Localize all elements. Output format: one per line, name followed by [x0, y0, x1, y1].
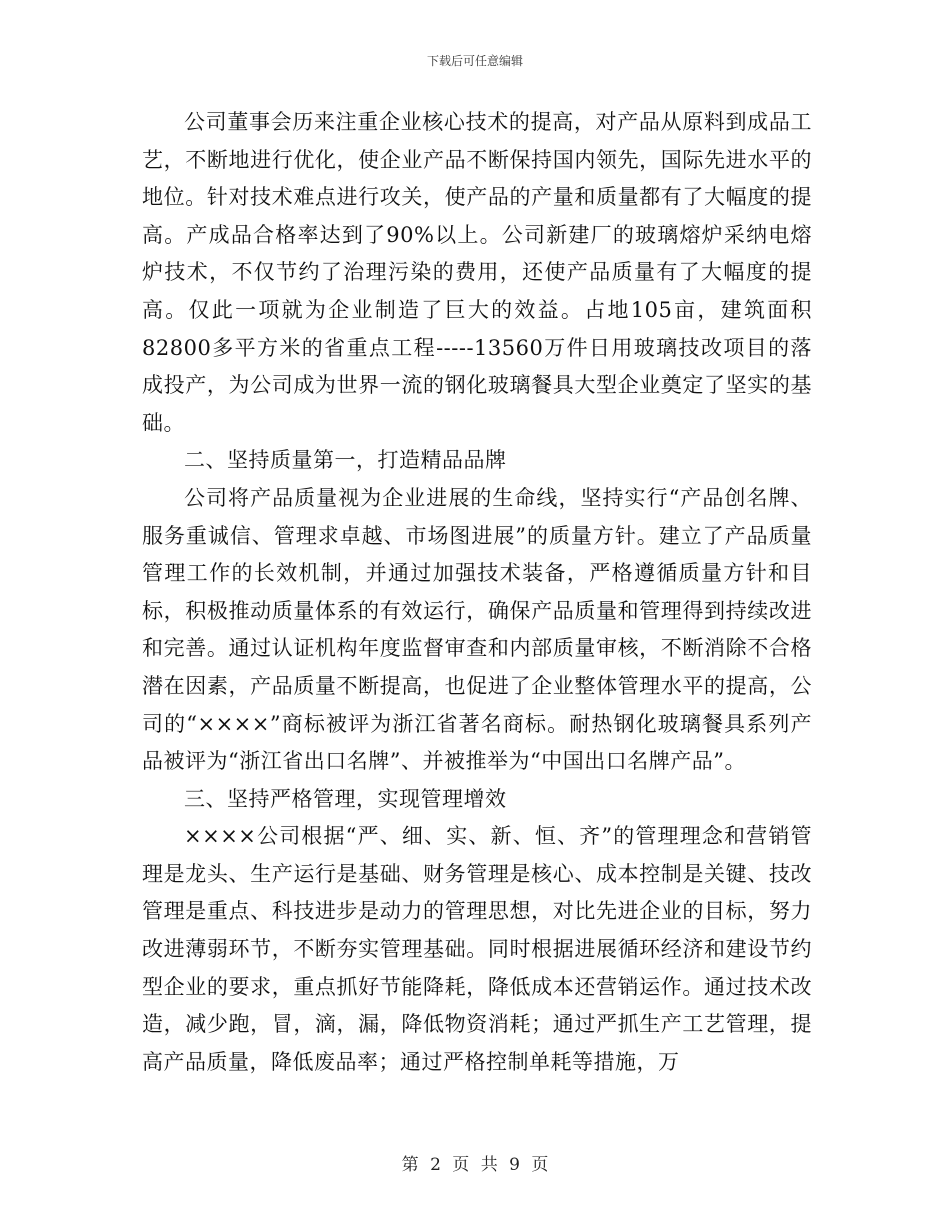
- paragraph-management: ××××公司根据“严、细、实、新、恒、齐”的管理理念和营销管理是龙头、生产运行是基础、财务管理是核心、成本控制是关键、技改管理是重点、科技进步是动力的管理思想，对比先进企业的目标，努力改进薄弱环节，不断夯实管理基础。同时根据进展循环经济和建设节约型企业的要求，重点抓好节能降耗，降低成本还营销运作。通过技术改造，减少跑，冒，滴，漏，降低物资消耗；通过严抓生产工艺管理，提高产品质量，降低废品率；通过严格控制单耗等措施，万: [142, 824, 812, 1074]
- paragraph-quality: 公司将产品质量视为企业进展的生命线，坚持实行“产品创名牌、服务重诚信、管理求卓越、市场图进展”的质量方针。建立了产品质量管理工作的长效机制，并通过加强技术装备，严格遵循质量方针和目标，积极推动质量体系的有效运行，确保产品质量和管理得到持续改进和完善。通过认证机构年度监督审查和内部质量审核，不断消除不合格潜在因素，产品质量不断提高，也促进了企业整体管理水平的提高，公司的“××××”商标被评为浙江省著名商标。耐热钢化玻璃餐具系列产品被评为“浙江省出口名牌”、并被推举为“中国出口名牌产品”。: [142, 485, 812, 774]
- paragraph-technology: 公司董事会历来注重企业核心技术的提高，对产品从原料到成品工艺，不断地进行优化，使企业产品不断保持国内领先，国际先进水平的地位。针对技术难点进行攻关，使产品的产量和质量都有了大幅度的提高。产成品合格率达到了90%以上。公司新建厂的玻璃熔炉采纳电熔炉技术，不仅节约了治理污染的费用，还使产品质量有了大幅度的提高。仅此一项就为企业制造了巨大的效益。占地105亩，建筑面积82800多平方米的省重点工程-----13560万件日用玻璃技改项目的落成投产，为公司成为世界一流的钢化玻璃餐具大型企业奠定了坚实的基础。: [142, 110, 812, 435]
- document-body: [142, 104, 812, 1081]
- section-heading-quality: 二、坚持质量第一，打造精品品牌: [184, 448, 507, 473]
- section-heading-management: 三、坚持严格管理，实现管理增效: [184, 786, 507, 811]
- page-header: 下载后可任意编辑: [426, 54, 523, 68]
- page-footer: 第 2 页 共 9 页: [401, 1155, 549, 1175]
